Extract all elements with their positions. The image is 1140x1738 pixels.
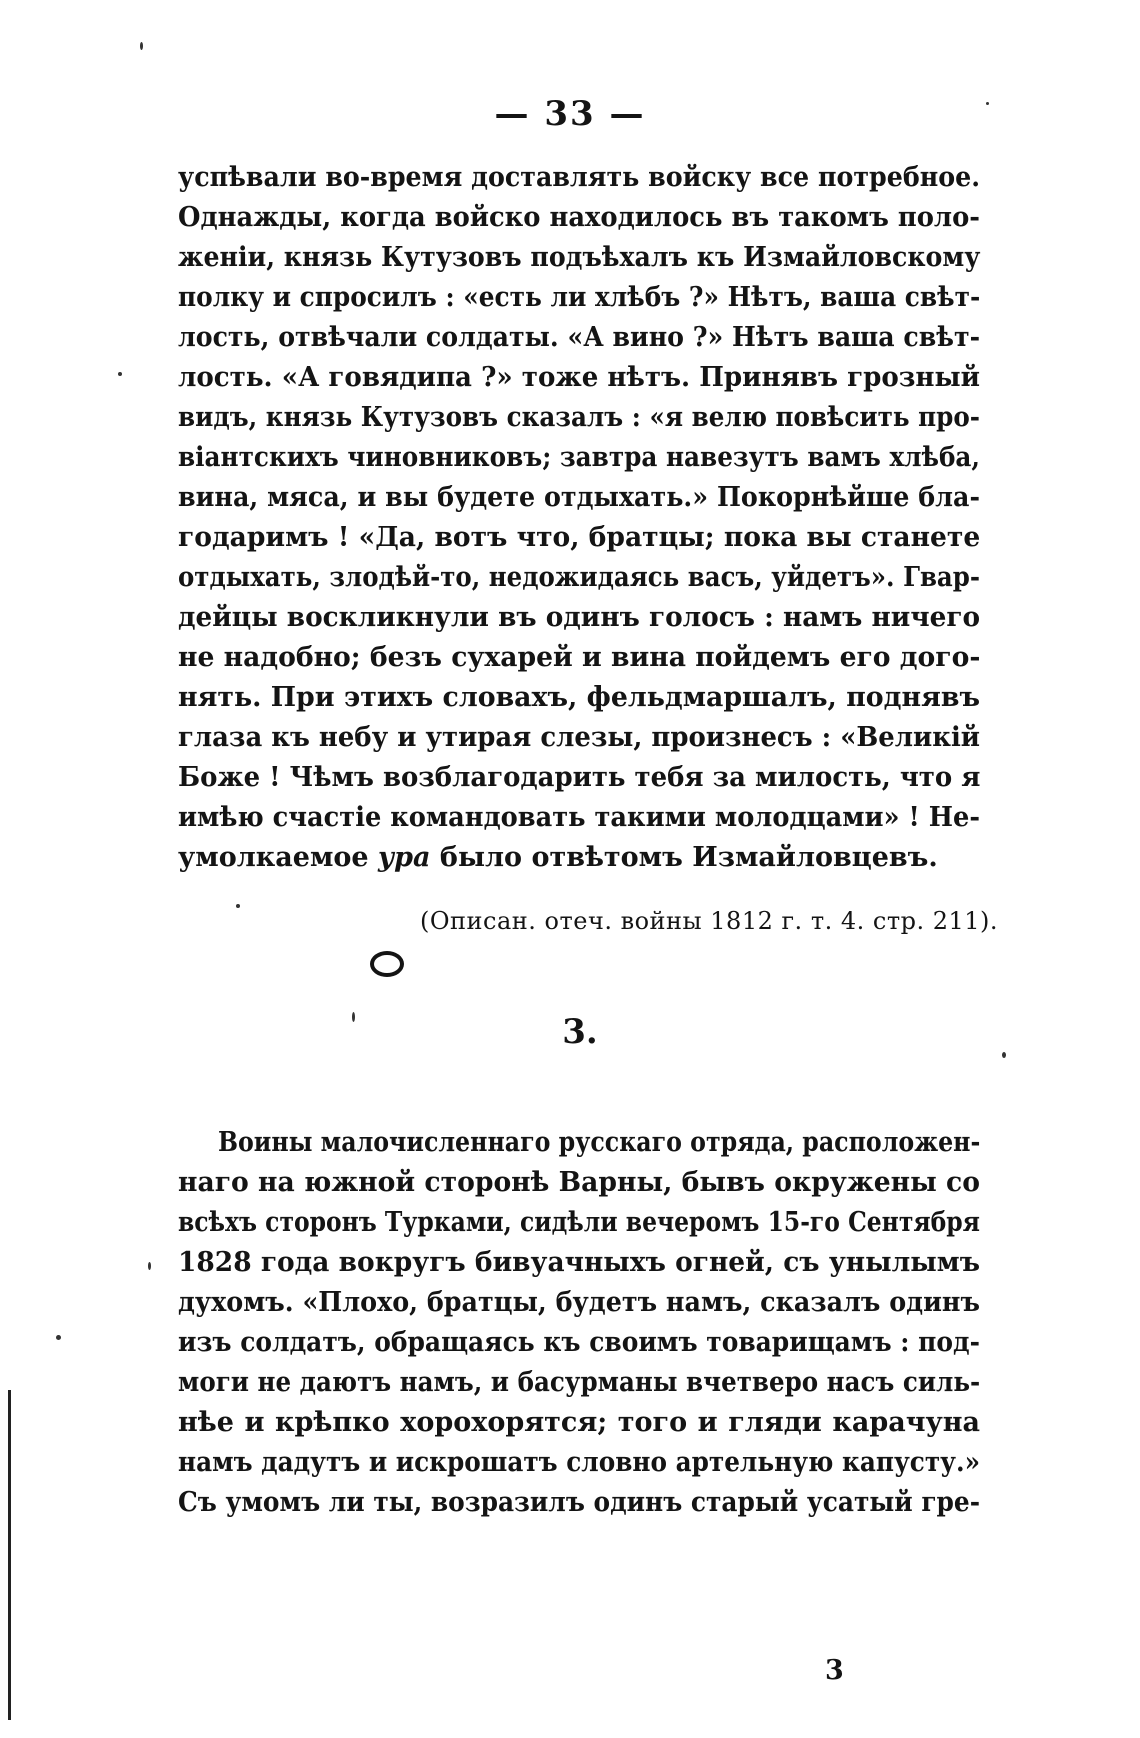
text-line: намъ дадутъ и искрошатъ словно артельную капусту.»: [178, 1447, 981, 1478]
ink-circle-mark: [370, 951, 404, 977]
text-line: дейцы воскликнули въ одинъ голосъ : намъ ничего: [178, 602, 980, 633]
text-line: Однажды, когда войско находилось въ такомъ поло-: [178, 202, 980, 233]
signature-mark: 3: [825, 1655, 844, 1686]
text-line: полку и спросилъ : «есть ли хлѣбъ ?» Нѣтъ, ваша свѣт-: [178, 282, 981, 313]
text-line: изъ солдатъ, обращаясь къ своимъ товарищамъ : под-: [178, 1327, 980, 1358]
text-line: духомъ. «Плохо, братцы, будетъ намъ, сказалъ одинъ: [178, 1287, 980, 1318]
text-line: женіи, князь Кутузовъ подъѣхалъ къ Измайловскому: [178, 242, 981, 273]
text-line: нѣе и крѣпко хорохорятся; того и гляди карачуна: [178, 1407, 980, 1438]
scan-speck: [140, 42, 143, 50]
page-number: — 33 —: [494, 94, 646, 134]
text-line: Боже ! Чѣмъ возблагодарить тебя за милость, что я: [178, 762, 981, 793]
text-line: имѣю счастіе командовать такими молодцами» ! Не-: [178, 802, 980, 833]
scan-speck: [1002, 1052, 1006, 1058]
citation: (Описан. отеч. войны 1812 г. т. 4. стр. 211).: [420, 907, 999, 935]
italic-word: ура: [378, 842, 431, 873]
text-line: вина, мяса, и вы будете отдыхать.» Покорнѣйше бла-: [178, 482, 980, 513]
scan-speck: [352, 1012, 355, 1022]
scan-speck: [236, 904, 240, 908]
text-line: нять. При этихъ словахъ, фельдмаршалъ, поднявъ: [178, 682, 980, 713]
text-line: всѣхъ сторонъ Турками, сидѣли вечеромъ 15-го Сентября: [178, 1207, 980, 1238]
text-line: годаримъ ! «Да, вотъ что, братцы; пока вы станете: [178, 522, 981, 553]
text-line: лость, отвѣчали солдаты. «А вино ?» Нѣтъ ваша свѣт-: [178, 322, 981, 353]
text-line: успѣвали во-время доставлять войску все потребное.: [178, 162, 980, 193]
text-line: глаза къ небу и утирая слезы, произнесъ : «Великій: [178, 722, 980, 753]
text-segment: было отвѣтомъ Измайловцевъ.: [430, 842, 938, 873]
scan-margin-rule: [8, 1390, 11, 1720]
text-line-last: [178, 843, 980, 873]
scan-speck: [986, 102, 989, 105]
scan-speck: [118, 372, 122, 376]
text-line: лость. «А говядипа ?» тоже нѣтъ. Принявъ грозный: [178, 362, 980, 393]
scan-speck: [148, 1262, 151, 1270]
text-line: 1828 года вокругъ бивуачныхъ огней, съ унылымъ: [178, 1247, 980, 1278]
text-line: видъ, князь Кутузовъ сказалъ : «я велю повѣсить про-: [178, 402, 980, 433]
text-line-first: Воины малочисленнаго русскаго отряда, расположен-: [218, 1127, 981, 1158]
text-segment: умолкаемое: [178, 842, 378, 873]
text-line: моги не даютъ намъ, и басурманы вчетверо насъ силь-: [178, 1367, 981, 1398]
text-line: Съ умомъ ли ты, возразилъ одинъ старый усатый гре-: [178, 1487, 980, 1518]
text-line: наго на южной сторонѣ Варны, бывъ окружены со: [178, 1167, 980, 1198]
text-line: віантскихъ чиновниковъ; завтра навезутъ вамъ хлѣба,: [178, 442, 981, 473]
scan-speck: [56, 1335, 61, 1340]
text-line: отдыхать, злодѣй-то, недожидаясь васъ, уйдетъ». Гвар-: [178, 562, 980, 593]
section-number: 3.: [562, 1012, 598, 1052]
text-line: не надобно; безъ сухарей и вина пойдемъ его догo-: [178, 642, 981, 673]
